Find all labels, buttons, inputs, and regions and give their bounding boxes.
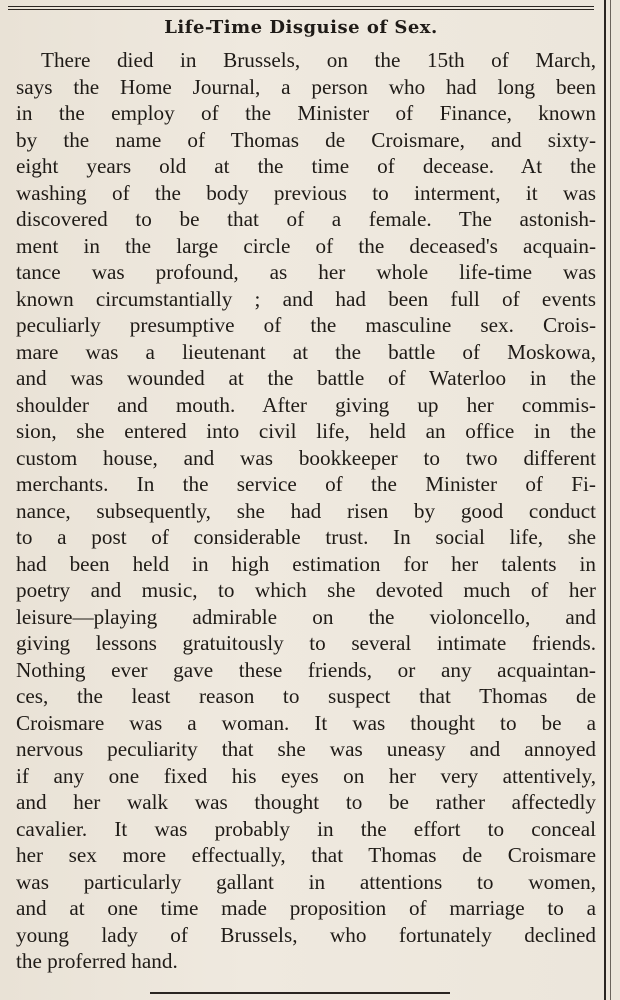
article-line: in the employ of the Minister of Finance, known (16, 101, 596, 125)
article-line: nance, subsequently, she had risen by good conduct (16, 498, 596, 523)
article-line: ment in the large circle of the deceased's acquain- (16, 233, 596, 258)
article-line: cavalier. It was probably in the effort to conceal (16, 816, 596, 841)
article-line: leisure—playing admirable on the violoncello, and (16, 604, 596, 629)
article-line: discovered to be that of a female. The astonish- (16, 207, 596, 231)
article-line: Croismare was a woman. It was thought to be a (16, 710, 596, 735)
article-line: merchants. In the service of the Minister of Fi- (16, 472, 596, 496)
article-line: nervous peculiarity that she was uneasy and annoyed (16, 737, 596, 761)
article-line: the proferred hand. (16, 949, 178, 973)
article-line: and at one time made proposition of marriage to a (16, 896, 596, 920)
article-line: sion, she entered into civil life, held an office in the (16, 419, 596, 443)
top-rule (8, 6, 594, 7)
article-line: had been held in high estimation for her talents in (16, 551, 596, 576)
article-line: and her walk was thought to be rather affectedly (16, 790, 596, 814)
article-line: says the Home Journal, a person who had long been (16, 74, 596, 99)
article-line: to a post of considerable trust. In social life, she (16, 525, 596, 549)
article-title: Life-Time Disguise of Sex. (164, 17, 438, 38)
closing-rule (150, 992, 450, 994)
article-line: her sex more effectually, that Thomas de Croismare (16, 843, 596, 867)
article-line: eight years old at the time of decease. At the (16, 154, 596, 178)
column-divider-outer (610, 0, 611, 1000)
article-line: mare was a lieutenant at the battle of Moskowa, (16, 339, 596, 364)
article-line: was particularly gallant in attentions to women, (16, 869, 596, 894)
article-line: ces, the least reason to suspect that Thomas de (16, 684, 596, 708)
article-line: and was wounded at the battle of Waterloo in the (16, 366, 596, 390)
article-line: poetry and music, to which she devoted much of her (16, 578, 596, 602)
article-line: shoulder and mouth. After giving up her commis- (16, 392, 596, 417)
article-line: tance was profound, as her whole life-time was (16, 260, 596, 284)
article-line: Nothing ever gave these friends, or any acquaintan- (16, 657, 596, 682)
article-line: young lady of Brussels, who fortunately declined (16, 922, 596, 947)
article-line: if any one fixed his eyes on her very attentively, (16, 763, 596, 788)
article-body (16, 47, 596, 975)
article-line: custom house, and was bookkeeper to two different (16, 445, 596, 470)
top-rule-inner (8, 9, 594, 10)
column-divider (604, 0, 606, 1000)
article-line: known circumstantially ; and had been full of events (16, 286, 596, 311)
article-line: peculiarly presumptive of the masculine sex. Crois- (16, 313, 596, 337)
article-line: by the name of Thomas de Croismare, and sixty- (16, 127, 596, 152)
article-line: There died in Brussels, on the 15th of March, (41, 48, 596, 72)
article-line: washing of the body previous to interment, it was (16, 180, 596, 205)
article-line: giving lessons gratuitously to several intimate friends. (16, 631, 596, 655)
